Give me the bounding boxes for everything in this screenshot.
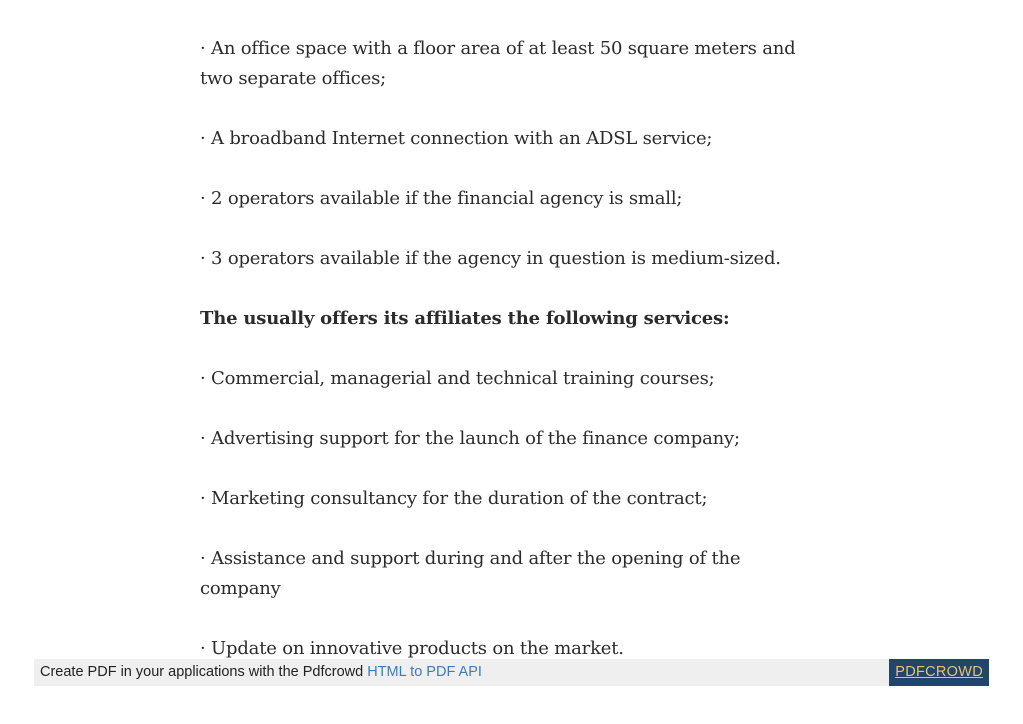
bullet-training-courses: · Commercial, managerial and technical training courses; [200,368,715,389]
document-body [200,34,800,694]
footer-text-container [40,659,482,686]
pdfcrowd-footer-bar [34,659,989,686]
footer-caption: Create PDF in your applications with the Pdfcrowd [40,664,368,680]
html-to-pdf-api-link[interactable]: HTML to PDF API [367,664,482,680]
bullet-advertising-support: · Advertising support for the launch of the finance company; [200,428,740,449]
bullet-two-operators: · 2 operators available if the financial agency is small; [200,188,683,209]
pdfcrowd-brand-button[interactable]: PDFCROWD [889,659,989,686]
bullet-three-operators: · 3 operators available if the agency in question is medium-sized. [200,248,781,269]
bullet-office-space: · An office space with a floor area of at least 50 square meters and two separate offices; [200,38,796,89]
bullet-product-updates: · Update on innovative products on the market. [200,638,624,659]
bullet-marketing-consultancy: · Marketing consultancy for the duration of the contract; [200,488,708,509]
services-heading: The usually offers its affiliates the following services: [200,308,730,329]
bullet-broadband: · A broadband Internet connection with an ADSL service; [200,128,713,149]
bullet-assistance-support: · Assistance and support during and after the opening of the company [200,548,741,599]
